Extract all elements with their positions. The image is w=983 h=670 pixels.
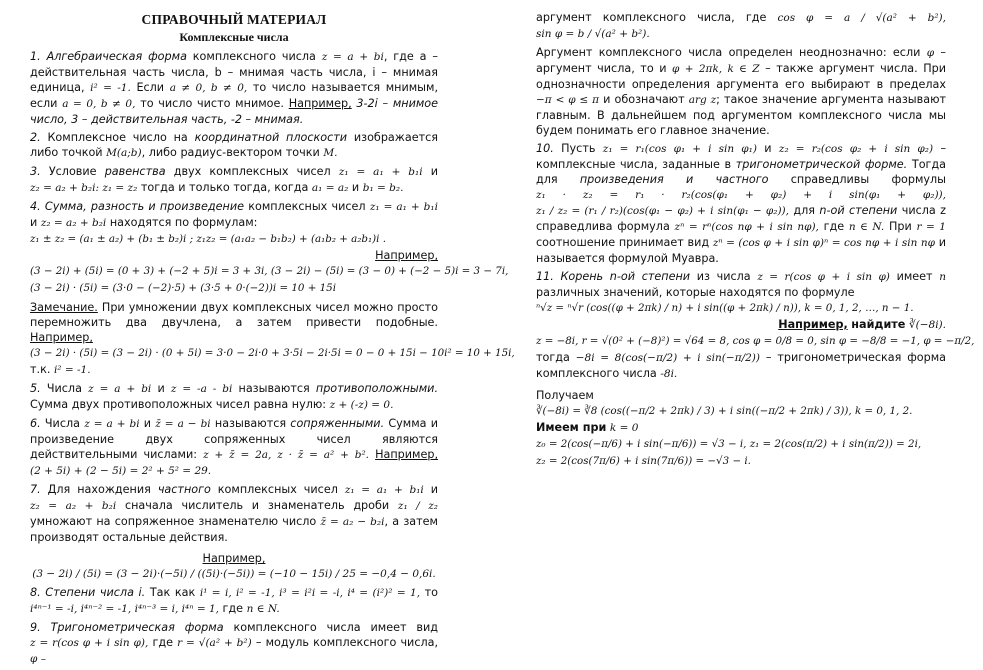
item-number: 2. — [30, 131, 41, 144]
formula: r = 1 — [916, 221, 946, 233]
note-multiplication — [30, 300, 515, 378]
formula: φ – — [30, 653, 46, 665]
text: изображается либо точкой — [30, 131, 438, 159]
formula: ∛(−8i). — [908, 319, 946, 331]
formula: zⁿ = rⁿ(cos nφ + i sin nφ), — [674, 221, 819, 233]
formula: z₂ = r₂(cos φ₂ + i sin φ₂) — [778, 143, 934, 155]
item-7-quotient — [30, 482, 438, 582]
formula: i² = -1. — [90, 82, 131, 94]
text: тогда — [536, 351, 570, 364]
formula: r = √(a² + b²) — [177, 637, 252, 649]
text: – тригонометрическая форма комплексного числа — [536, 351, 947, 380]
text: где — [152, 636, 173, 649]
text: для — [793, 204, 815, 217]
text: Если — [136, 81, 165, 94]
text: имеет — [896, 270, 933, 283]
text: и — [351, 181, 360, 194]
text: т.к. — [30, 363, 51, 376]
document-title: СПРАВОЧНЫЙ МАТЕРИАЛ — [141, 12, 327, 27]
formula: a ≠ 0, b ≠ 0, — [169, 82, 248, 94]
term: тригонометрической форме. — [735, 158, 908, 171]
formula-line: (3 − 2i) · (5i) = (3·0 − (−2)·5) + (3·5 + 0·(−2))i = 10 + 15i — [30, 282, 337, 294]
item-1-algebraic-form — [30, 49, 438, 127]
text: b – мнимая часть числа, — [214, 66, 367, 79]
text: , где — [383, 50, 414, 63]
example-label: Например, — [778, 318, 848, 331]
text: называются — [214, 417, 287, 430]
text: Сумма двух противоположных чисел равна нулю: — [30, 398, 327, 411]
text: числа z справедлива формула — [536, 204, 946, 233]
text: то число чисто мнимое. — [140, 97, 284, 110]
text: – аргумент числа, то и — [536, 46, 946, 75]
text: Комплексное число на — [47, 131, 188, 144]
text: , либо радиус-вектором точки — [141, 146, 320, 159]
formula-line: z₁ ± z₂ = (a₁ ± a₂) + (b₁ ± b₂)i ; z₁z₂ = (a₁a₂ − b₁b₂) + (a₁b₂ + a₂b₁)i . — [30, 233, 386, 245]
formula: arg z — [688, 94, 717, 106]
text: комплексного числа имеет вид — [233, 621, 439, 634]
example-label: Например, — [30, 331, 93, 344]
item-number: 8. — [30, 586, 41, 599]
formula: z + (-z) = 0. — [329, 399, 394, 411]
formula: φ + 2πk, k ∈ Z — [672, 63, 760, 75]
formula: b₁ = b₂. — [362, 182, 404, 194]
text: и — [430, 483, 439, 496]
item-5-opposite — [30, 381, 438, 413]
text: комплексного числа — [192, 50, 316, 63]
formula: z₂ = a₂ + b₂i — [30, 500, 117, 512]
formula: (3 − 2i) / (5i) = (3 − 2i)·(−5i) / ((5i)·(−5i)) = (−10 − 15i) / 25 = −0,4 − 0,6i. — [32, 568, 436, 580]
formula: zⁿ = (cos φ + i sin φ)ⁿ = cos nφ + i sin nφ — [712, 237, 935, 249]
text: и называется формулой Муавра. — [536, 236, 946, 265]
formula: i¹ = i, i² = -1, i³ = i²i = -i, i⁴ = (i²)² = 1, — [199, 587, 421, 599]
formula: i² = -1. — [53, 364, 91, 376]
formula: z̄ = a − bi — [155, 418, 211, 430]
formula: z̄ = a₂ − b₂i — [320, 516, 385, 528]
term: Алгебраическая форма — [46, 50, 187, 63]
example-label: Например, — [375, 249, 438, 262]
item-number: 10. — [536, 142, 554, 155]
text: и — [30, 216, 38, 229]
text: комплексных чисел — [248, 200, 366, 213]
text: и — [430, 165, 438, 178]
text: и — [157, 382, 165, 395]
text: найдите — [851, 318, 906, 331]
formula: z₂ = a₂ + b₂i: z₁ = z₂ — [30, 182, 138, 194]
term: произведения и частного — [579, 173, 769, 186]
text: комплексных чисел — [217, 483, 338, 496]
text: Тогда для — [536, 158, 947, 186]
right-column — [536, 10, 975, 473]
item-number: 11. — [536, 270, 554, 283]
formula-line: (3 − 2i) · (5i) = (3 − 2i) · (0 + 5i) = 3·0 − 2i·0 + 3·5i − 2i·5i = 0 − 0 + 15i − 10i² = 10 + 15i, — [30, 347, 515, 359]
formula-line: z₀ = 2(cos(−π/6) + i sin(−π/6)) = √3 − i, z₁ = 2(cos(π/2) + i sin(π/2)) = 2i, — [536, 438, 922, 450]
text: Для нахождения — [47, 483, 151, 496]
item-9-trig-form — [30, 620, 438, 667]
text: При — [888, 220, 912, 233]
term: равенства — [104, 165, 166, 178]
item-number: 1. — [30, 50, 41, 63]
text: то — [424, 586, 439, 599]
term: частного — [157, 483, 211, 496]
term: n-ой степени — [819, 204, 898, 217]
formula: z = r(cos φ + i sin φ), — [30, 637, 149, 649]
text: умножают на сопряженное знаменателю число — [30, 515, 317, 528]
text: где — [222, 602, 244, 615]
formula: z = a + bi — [88, 383, 152, 395]
item-4-operations — [30, 199, 509, 297]
item-8-powers-of-i — [30, 585, 438, 617]
text: сначала числитель и знаменатель дроби — [124, 499, 390, 512]
text: i – мнимая единица, — [30, 66, 438, 94]
formula: z₁ = a₁ + b₁i — [369, 201, 438, 213]
text: Так как — [149, 586, 196, 599]
argument-ambiguity — [536, 45, 946, 138]
text: различных значений, которые находятся по формуле — [536, 286, 855, 299]
note-label: Замечание. — [30, 301, 98, 314]
text: Сумма и произведение двух сопряженных чисел являются действительными числами: — [30, 417, 438, 461]
text: из числа — [696, 270, 751, 283]
formula: z = -a - bi — [170, 383, 233, 395]
term: сопряженными. — [290, 417, 385, 430]
text: Имеем при — [536, 421, 607, 434]
item-number: 9. — [30, 621, 41, 634]
term: Тригонометрическая форма — [50, 621, 224, 634]
text: и — [143, 417, 152, 430]
formula: -8i. — [660, 368, 678, 380]
formula: z + z̄ = 2a, z · z̄ = a² + b². — [203, 449, 370, 461]
formula: n ∈ N. — [246, 603, 280, 615]
example-label: Например, — [288, 97, 352, 110]
formula: k = 0 — [609, 422, 639, 434]
item-number: 7. — [30, 483, 41, 496]
text: Аргумент комплексного числа определен неоднозначно: если — [536, 46, 921, 59]
left-column — [30, 10, 515, 670]
formula-line: ⁿ√z = ⁿ√r (cos((φ + 2πk) / n) + i sin((φ + 2πk) / n)), k = 0, 1, 2, …, n − 1. — [536, 302, 914, 314]
text: справедливы формулы — [790, 173, 946, 186]
text: находятся по формулам: — [109, 216, 258, 229]
formula-line: z₂ = 2(cos(7π/6) + i sin(7π/6)) = −√3 − i. — [536, 455, 751, 467]
text: Условие — [48, 165, 97, 178]
text: 3-2i – мнимое число, 3 – действительная часть, -2 – мнимая. — [30, 97, 439, 126]
formula: i⁴ⁿ⁻¹ = -i, i⁴ⁿ⁻² = -1, i⁴ⁿ⁻³ = i, i⁴ⁿ = 1, — [30, 603, 219, 615]
formula: −π < φ ≤ π — [536, 94, 600, 106]
text: Числа — [44, 417, 80, 430]
formula: sin φ = b / √(a² + b²). — [536, 28, 650, 40]
formula: M. — [323, 147, 338, 159]
formula: z₂ = a₂ + b₂i — [40, 217, 107, 229]
formula: z = a + bi — [84, 418, 140, 430]
item-10-trig-operations — [536, 141, 946, 266]
text: называются — [238, 382, 310, 395]
text: – также аргумент числа. При однозначности определения аргумента его выбирают в пределах — [536, 62, 946, 91]
text: двух комплексных чисел — [173, 165, 331, 178]
term: Степени числа i. — [45, 586, 146, 599]
text: – комплексные числа, заданные в — [536, 142, 947, 171]
text: – модуль комплексного числа, — [255, 636, 439, 649]
formula: φ — [926, 47, 935, 59]
formula: z₁ = a₁ + b₁i — [338, 166, 423, 178]
formula-line: ∛(−8i) = ∛8 (cos((−π/2 + 2πk) / 3) + i sin((−π/2 + 2πk) / 3)), k = 0, 1, 2. — [536, 405, 913, 417]
item-2-coordinate-plane — [30, 130, 438, 161]
term: Корень n-ой степени — [560, 270, 691, 283]
term: противоположными. — [315, 382, 439, 395]
formula: n ∈ N. — [848, 221, 885, 233]
formula: z₁ = a₁ + b₁i — [344, 484, 424, 496]
item-number: 5. — [30, 382, 41, 395]
text: Пусть — [561, 142, 596, 155]
item-3-equality — [30, 164, 438, 196]
root-result — [536, 388, 946, 470]
document-subtitle: Комплексные числа — [179, 30, 289, 44]
text: тогда и только тогда, когда — [140, 181, 309, 194]
text: и — [764, 142, 772, 155]
text: Числа — [46, 382, 82, 395]
text: При умножении двух комплексных чисел можно просто перемножить два двучлена, а затем привести подобные. — [30, 301, 439, 329]
text: ; такое значение аргумента называют главным. В дальнейшем под аргументом комплексного числа мы будем понимать его главное значение. — [536, 93, 946, 137]
formula: a₁ = a₂ — [311, 182, 349, 194]
formula: a = 0, b ≠ 0, — [62, 98, 136, 110]
text: где — [823, 220, 845, 233]
formula: z₁ / z₂ — [397, 500, 438, 512]
example-label: Например, — [375, 448, 439, 461]
term: Сумма, разность и произведение — [44, 200, 244, 213]
argument-definition — [536, 10, 946, 42]
formula: cos φ = a / √(a² + b²), — [777, 12, 946, 24]
text: аргумент комплексного числа, где — [536, 11, 767, 24]
text: и обозначают — [603, 93, 685, 106]
formula: z₁ · z₂ = r₁ · r₂(cos(φ₁ + φ₂) + i sin(φ₁ + φ₂)), — [536, 189, 946, 201]
item-11-roots — [536, 269, 975, 382]
text: a – действительная часть числа, — [30, 50, 438, 79]
item-6-conjugate — [30, 416, 438, 479]
formula: z₁ = r₁(cos φ₁ + i sin φ₁) — [602, 143, 757, 155]
formula: −8i = 8(cos(−π/2) + i sin(−π/2)) — [575, 352, 761, 364]
formula: z = r(cos φ + i sin φ) — [757, 271, 890, 283]
text: , а затем производят остальные действия. — [30, 515, 438, 544]
term: координатной плоскости — [194, 131, 348, 144]
formula: z = a + bi — [321, 51, 384, 63]
item-number: 4. — [30, 200, 41, 213]
text: соотношение принимает вид — [536, 236, 710, 249]
formula: z₁ / z₂ = (r₁ / r₂)(cos(φ₁ − φ₂) + i sin(φ₁ − φ₂)), — [536, 205, 789, 217]
formula-line: z = −8i, r = √(0² + (−8)²) = √64 = 8, cos φ = 0/8 = 0, sin φ = −8/8 = −1, φ = −π/2, — [536, 335, 975, 347]
text: Получаем — [536, 389, 594, 402]
formula: M(a;b) — [106, 147, 142, 159]
item-number: 6. — [30, 417, 41, 430]
formula-line: (3 − 2i) + (5i) = (0 + 3) + (−2 + 5)i = 3 + 3i, (3 − 2i) − (5i) = (3 − 0) + (−2 − 5)i = 3 − 7i, — [30, 265, 509, 277]
formula: n — [939, 271, 947, 283]
item-number: 3. — [30, 165, 41, 178]
example-label: Например, — [202, 552, 266, 565]
formula: (2 + 5i) + (2 − 5i) = 2² + 5² = 29. — [30, 465, 212, 477]
text: то число называется мнимым, если — [30, 81, 439, 110]
